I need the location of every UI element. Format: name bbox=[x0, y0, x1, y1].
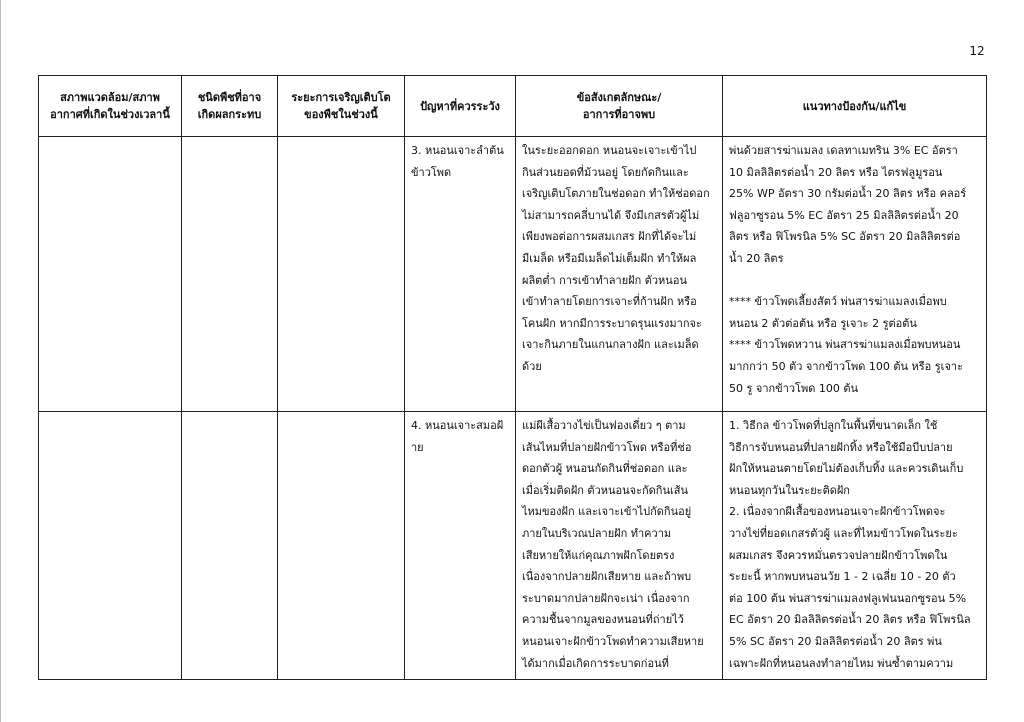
cell-crop bbox=[182, 137, 278, 412]
cell-environment bbox=[39, 412, 182, 680]
table-row bbox=[39, 137, 987, 412]
header-environment: สภาพแวดล้อม/สภาพ อากาศที่เกิดในช่วงเวลานี้ bbox=[39, 76, 182, 137]
header-growth-stage: ระยะการเจริญเติบโต ของพืชในช่วงนี้ bbox=[278, 76, 405, 137]
header-crop: ชนิดพืชที่อาจ เกิดผลกระทบ bbox=[182, 76, 278, 137]
table-header-row bbox=[39, 76, 987, 137]
header-symptoms: ข้อสังเกตลักษณะ/ อาการที่อาจพบ bbox=[516, 76, 723, 137]
cell-problem: 3. หนอนเจาะลำต้น ข้าวโพด bbox=[405, 137, 516, 412]
cell-prevention: พ่นด้วยสารฆ่าแมลง เดลทาเมทริน 3% EC อัตรา 10 มิลลิลิตรต่อน้ำ 20 ลิตร หรือ ไตรฟลูมูรอน 25% WP อัตรา 30 กรัมต่อน้ำ 20 ลิตร หรือ คลอร์ ฟลูอาซูรอน 5% EC อัตรา 25 มิลลิลิตรต่อน้ำ 20 ลิตร หรือ ฟิโพรนิล 5% SC อัตรา 20 มิลลิลิตรต่อ น้ำ 20 ลิตร **** ข้าวโพดเลี้ยงสัตว์ พ่นสารฆ่าแมลงเมื่อพบ หนอน 2 ตัวต่อต้น หรือ รูเจาะ 2 รูต่อต้น **** ข้าวโพดหวาน พ่นสารฆ่าแมลงเมื่อพบหนอน มากกว่า 50 ตัว จากข้าวโพด 100 ต้น หรือ รูเจาะ 50 รู จากข้าวโพด 100 ต้น bbox=[723, 137, 987, 412]
cell-prevention: 1. วิธีกล ข้าวโพดที่ปลูกในพื้นที่ขนาดเล็ก ใช้ วิธีการจับหนอนที่ปลายฝักทิ้ง หรือใช้มือบีบปลาย ฝักให้หนอนตายโดยไม่ต้องเก็บทิ้ง และควรเดินเก็บ หนอนทุกวันในระยะติดฝัก 2. เนื่องจากผีเสื้อของหนอนเจาะฝักข้าวโพดจะ วางไข่ที่ยอดเกสรตัวผู้ และที่ไหมข้าวโพดในระยะ ผสมเกสร จึงควรหมั่นตรวจปลายฝักข้าวโพดใน ระยะนี้ หากพบหนอนวัย 1 - 2 เฉลี่ย 10 - 20 ตัว ต่อ 100 ต้น พ่นสารฆ่าแมลงฟลูเฟนนอกซูรอน 5% EC อัตรา 20 มิลลิลิตรต่อน้ำ 20 ลิตร หรือ ฟิโพรนิล 5% SC อัตรา 20 มิลลิลิตรต่อน้ำ 20 ลิตร พ่น เฉพาะฝักที่หนอนลงทำลายไหม พ่นซ้ำตามความ bbox=[723, 412, 987, 680]
page-edge bbox=[0, 0, 1, 722]
page-number: 12 bbox=[969, 44, 985, 58]
cell-growth-stage bbox=[278, 137, 405, 412]
pest-management-table bbox=[38, 75, 987, 680]
cell-crop bbox=[182, 412, 278, 680]
header-prevention: แนวทางป้องกัน/แก้ไข bbox=[723, 76, 987, 137]
cell-growth-stage bbox=[278, 412, 405, 680]
header-problem: ปัญหาที่ควรระวัง bbox=[405, 76, 516, 137]
table-row bbox=[39, 412, 987, 680]
cell-problem: 4. หนอนเจาะสมอฝ้าย bbox=[405, 412, 516, 680]
cell-environment bbox=[39, 137, 182, 412]
cell-symptoms: แม่ผีเสื้อวางไข่เป็นฟองเดี่ยว ๆ ตาม เส้นไหมที่ปลายฝักข้าวโพด หรือที่ช่อ ดอกตัวผู้ หนอนกัดกินที่ช่อดอก และ เมื่อเริ่มติดฝัก ตัวหนอนจะกัดกินเส้น ไหมของฝัก และเจาะเข้าไปกัดกินอยู่ ภายในบริเวณปลายฝัก ทำความ เสียหายให้แก่คุณภาพฝักโดยตรง เนื่องจากปลายฝักเสียหาย และถ้าพบ ระบาดมากปลายฝักจะเน่า เนื่องจาก ความชื้นจากมูลของหนอนที่ถ่ายไว้ หนอนเจาะฝักข้าวโพดทำความเสียหาย ได้มากเมื่อเกิดการระบาดก่อนที่ bbox=[516, 412, 723, 680]
cell-symptoms: ในระยะออกดอก หนอนจะเจาะเข้าไป กินส่วนยอดที่ม้วนอยู่ โดยกัดกินและ เจริญเติบโตภายในช่อดอก ทำให้ช่อดอก ไม่สามารถคลี่บานได้ จึงมีเกสรตัวผู้ไม่ เพียงพอต่อการผสมเกสร ฝักที่ได้จะไม่ มีเมล็ด หรือมีเมล็ดไม่เต็มฝัก ทำให้ผล ผลิตต่ำ การเข้าทำลายฝัก ตัวหนอน เข้าทำลายโดยการเจาะที่ก้านฝัก หรือ โคนฝัก หากมีการระบาดรุนแรงมากจะ เจาะกินภายในแกนกลางฝัก และเมล็ด ด้วย bbox=[516, 137, 723, 412]
